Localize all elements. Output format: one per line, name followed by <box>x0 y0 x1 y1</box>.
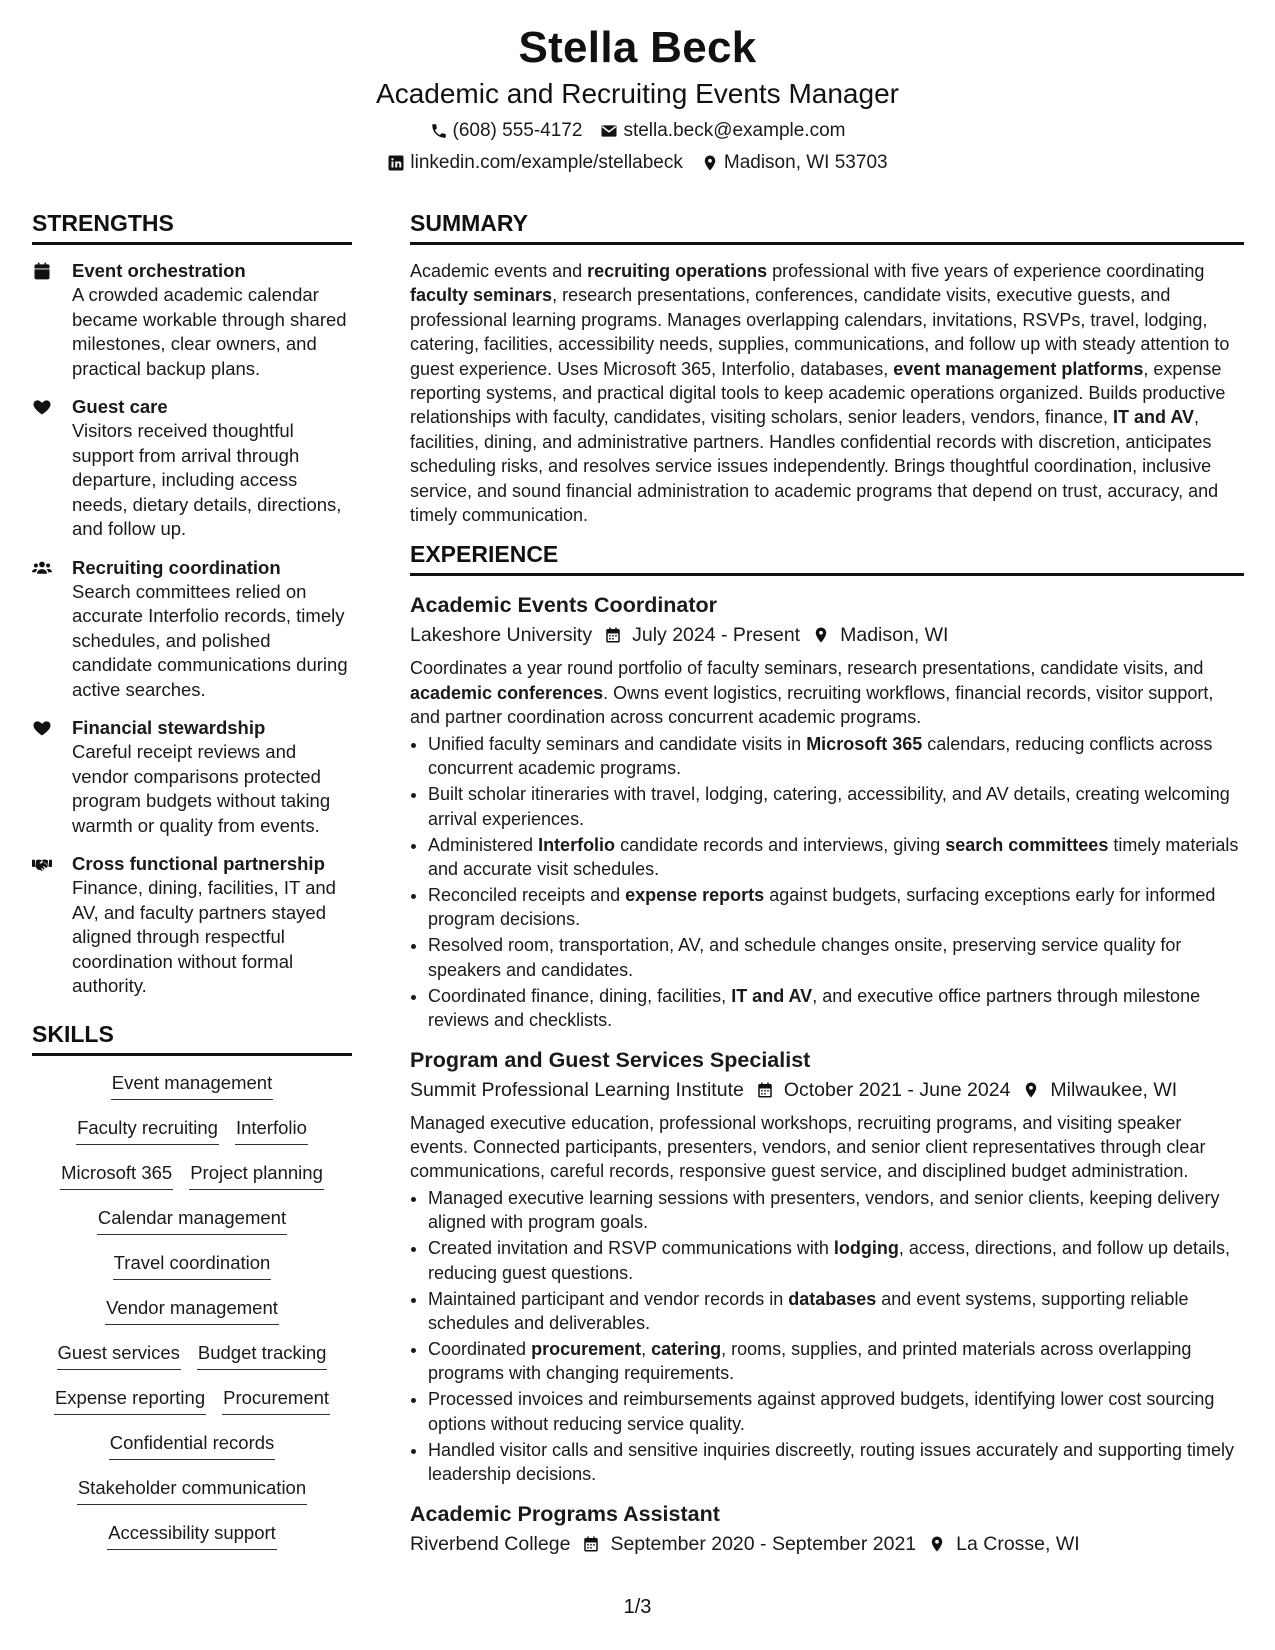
contact-line-1 <box>0 118 1275 144</box>
email-text: stella.beck@example.com <box>623 120 846 141</box>
text-run: Administered <box>428 834 539 855</box>
job-dates: July 2024 - Present <box>632 624 801 647</box>
users-icon <box>32 558 52 578</box>
bold-text: faculty seminars <box>410 285 553 306</box>
job-bullets <box>410 732 1244 1033</box>
calendar-icon <box>604 626 622 644</box>
strength-desc: Visitors received thoughtful support from arrival through departure, including access needs, dietary details, directions, and follow up. <box>72 420 342 539</box>
skill-tag: Interfolio <box>235 1115 308 1145</box>
summary-heading: SUMMARY <box>410 208 1244 245</box>
job-organization: Riverbend College <box>410 1532 571 1555</box>
bold-text: lodging <box>833 1238 899 1259</box>
text-run: Coordinated <box>428 1338 532 1359</box>
text-run: Created invitation and RSVP communications with <box>428 1238 834 1259</box>
skill-row <box>32 1385 352 1417</box>
map-pin-icon <box>928 1535 946 1553</box>
strength-title: Guest care <box>72 396 168 417</box>
strength-icon-wrap <box>32 259 72 381</box>
job-title: Program and Guest Services Specialist <box>410 1047 811 1072</box>
contact-email[interactable] <box>600 118 845 144</box>
bullet-item <box>428 1337 1244 1386</box>
strengths-heading: STRENGTHS <box>32 208 352 245</box>
text-run: against budgets, surfacing exceptions early for informed program decisions. <box>428 884 1216 930</box>
phone-icon <box>430 122 448 140</box>
job-location: Madison, WI <box>840 624 949 647</box>
skill-row <box>32 1430 352 1462</box>
strength-body <box>72 556 352 703</box>
text-run: Coordinated finance, dining, facilities, <box>428 985 732 1006</box>
map-pin-icon-wrap <box>812 626 830 644</box>
text-run: , facilities, dining, and administrative partners. Handles confidential records with discretion, anticipates scheduling risks, and resolves service issues independently. Brings thoughtful coordination, inclusive service, and sound financial administration to academic programs that depend on trust, accuracy, and timely communication. <box>410 407 1219 526</box>
skill-tag: Stakeholder communication <box>77 1475 307 1505</box>
strength-title: Financial stewardship <box>72 717 266 738</box>
map-pin-icon-wrap <box>928 1535 946 1553</box>
strength-desc: Careful receipt reviews and vendor comparisons protected program budgets without taking warmth or quality from events. <box>72 741 331 836</box>
text-run: Maintained participant and vendor records in <box>428 1288 789 1309</box>
skill-tag: Budget tracking <box>197 1340 328 1370</box>
strength-title: Cross functional partnership <box>72 853 325 874</box>
text-run: , rooms, supplies, and printed materials across overlapping programs with changing requirements. <box>428 1338 1192 1384</box>
bullet-item <box>428 1186 1244 1235</box>
text-run: Coordinates a year round portfolio of faculty seminars, research presentations, candidate visits, and <box>410 658 1204 679</box>
page-number: 1/3 <box>623 1596 652 1618</box>
job-role: Academic and Recruiting Events Manager <box>376 78 899 109</box>
skill-row <box>32 1250 352 1282</box>
text-run: and event systems, supporting reliable schedules and deliverables. <box>428 1288 1189 1333</box>
skill-tag: Guest services <box>57 1340 181 1370</box>
text-run: , research presentations, conferences, candidate visits, executive guests, and professional learning programs. Manages overlapping calendars, invitations, RSVPs, travel, lodging, catering, facilities, accessibility needs, supplies, communications, and follow up with steady attention to guest experience. Uses Microsoft 365, Interfolio, databases, <box>410 285 1230 379</box>
bullet-item <box>428 782 1244 831</box>
contact-line-2 <box>0 150 1275 176</box>
strength-desc: Search committees relied on accurate Interfolio records, timely schedules, and polished candidate communications during active searches. <box>72 580 348 700</box>
bold-text: expense reports <box>625 884 765 905</box>
map-pin-icon-wrap <box>1022 1081 1040 1099</box>
location-text: Madison, WI 53703 <box>723 152 888 173</box>
text-run: Unified faculty seminars and candidate visits in <box>428 733 807 754</box>
job-organization: Lakeshore University <box>410 624 593 647</box>
strength-item <box>32 259 352 381</box>
strength-item <box>32 556 352 703</box>
bullet-item <box>428 1387 1244 1436</box>
bold-text: academic conferences <box>410 682 604 703</box>
bullet-item <box>428 933 1244 982</box>
strength-icon-wrap <box>32 716 72 838</box>
skill-tag: Faculty recruiting <box>76 1115 219 1145</box>
heart-icon <box>32 718 52 738</box>
strength-desc: Finance, dining, facilities, IT and AV, and faculty partners stayed aligned through respectful coordination without formal authority. <box>72 877 336 996</box>
bold-text: catering <box>651 1338 722 1359</box>
bullet-item <box>428 984 1244 1033</box>
strength-body <box>72 395 352 542</box>
strength-body <box>72 259 352 381</box>
strength-title: Event orchestration <box>72 260 246 281</box>
bullet-item <box>428 1287 1244 1336</box>
calendar-icon <box>32 261 52 281</box>
strength-icon-wrap <box>32 852 72 999</box>
skill-tag: Confidential records <box>109 1430 276 1460</box>
summary-text <box>410 259 1244 527</box>
right-column <box>410 208 1244 1571</box>
job-meta <box>410 1075 1244 1105</box>
strength-icon-wrap <box>32 395 72 542</box>
job-entry <box>410 590 1244 1032</box>
bold-text: databases <box>788 1288 877 1309</box>
job-title: Academic Programs Assistant <box>410 1501 720 1526</box>
contact-linkedin[interactable] <box>387 150 682 176</box>
bold-text: Interfolio <box>538 834 616 855</box>
bold-text: search committees <box>945 834 1109 855</box>
linkedin-text: linkedin.com/example/stellabeck <box>410 152 683 173</box>
skill-row <box>32 1295 352 1327</box>
text-run: timely materials and accurate visit schedules. <box>428 834 1239 879</box>
job-title: Academic Events Coordinator <box>410 593 718 618</box>
job-meta <box>410 620 1244 650</box>
text-run: Handled visitor calls and sensitive inquiries discreetly, routing issues accurately and supporting timely leadership decisions. <box>428 1439 1235 1485</box>
job-meta <box>410 1529 1244 1559</box>
text-run: candidate records and interviews, giving <box>615 834 946 855</box>
skill-row <box>32 1115 352 1147</box>
strength-item <box>32 852 352 999</box>
text-run: , expense reporting systems, and practical digital tools to keep academic operations organized. Builds productive relationships with faculty, candidates, visiting scholars, senior leaders, vendors, finance, <box>410 358 1226 428</box>
text-run: Resolved room, transportation, AV, and schedule changes onsite, preserving service quality for speakers and candidates. <box>428 935 1182 980</box>
map-pin-icon <box>812 626 830 644</box>
map-pin-icon <box>1022 1081 1040 1099</box>
person-name: Stella Beck <box>518 23 757 72</box>
bold-text: event management platforms <box>893 358 1144 379</box>
text-run: , and executive office partners through milestone reviews and checklists. <box>428 985 1201 1031</box>
skill-row <box>32 1520 352 1552</box>
strength-item <box>32 716 352 838</box>
skill-tag: Accessibility support <box>107 1520 277 1550</box>
text-run: calendars, reducing conflicts across concurrent academic programs. <box>428 733 1213 779</box>
job-dates: October 2021 - June 2024 <box>783 1078 1011 1101</box>
job-bullets <box>410 1186 1244 1487</box>
text-run: Built scholar itineraries with travel, lodging, catering, accessibility, and AV details, creating welcoming arrival experiences. <box>428 784 1230 829</box>
skill-tag: Microsoft 365 <box>60 1160 173 1190</box>
strength-title: Recruiting coordination <box>72 556 281 578</box>
skill-tag: Vendor management <box>105 1295 279 1325</box>
text-run: Processed invoices and reimbursements against approved budgets, identifying lower cost sourcing options without reducing service quality. <box>428 1389 1215 1434</box>
skills-heading: SKILLS <box>32 1019 352 1056</box>
job-organization: Summit Professional Learning Institute <box>410 1078 744 1101</box>
envelope-icon <box>600 122 618 140</box>
bold-text: procurement <box>531 1338 642 1359</box>
text-run: Managed executive education, professional workshops, recruiting programs, and visiting speaker events. Connected participants, presenters, vendors, and senior client representatives through clear communications, careful records, responsive guest service, and disciplined budget administration. <box>410 1112 1206 1182</box>
job-entry <box>410 1045 1244 1487</box>
skill-tag: Travel coordination <box>113 1250 272 1280</box>
job-description <box>410 656 1244 729</box>
linkedin-icon <box>387 154 405 172</box>
bullet-item <box>428 1236 1244 1285</box>
calendar-icon-wrap <box>582 1535 600 1553</box>
bold-text: IT and AV <box>731 985 813 1006</box>
bullet-item <box>428 833 1244 882</box>
text-run: Academic events and <box>410 261 588 281</box>
calendar-icon <box>756 1081 774 1099</box>
skill-row <box>32 1340 352 1372</box>
text-run: , <box>641 1338 652 1359</box>
text-run: Reconciled receipts and <box>428 884 626 905</box>
text-run: professional with five years of experience coordinating <box>767 261 1205 281</box>
bold-text: Microsoft 365 <box>806 733 923 754</box>
map-pin-icon <box>701 154 719 172</box>
handshake-icon <box>32 854 52 874</box>
strengths-list <box>32 259 352 999</box>
bullet-item <box>428 732 1244 781</box>
skill-tag: Calendar management <box>97 1205 287 1235</box>
skill-tag: Event management <box>111 1070 273 1100</box>
heart-icon <box>32 397 52 417</box>
calendar-icon <box>582 1535 600 1553</box>
job-location: Milwaukee, WI <box>1050 1078 1178 1101</box>
text-run: , access, directions, and follow up details, reducing guest questions. <box>428 1238 1231 1283</box>
calendar-icon-wrap <box>756 1081 774 1099</box>
strength-icon-wrap <box>32 556 72 703</box>
skill-row <box>32 1070 352 1102</box>
left-column <box>32 208 352 1565</box>
bold-text: recruiting operations <box>587 261 768 281</box>
skill-tag: Expense reporting <box>54 1385 206 1415</box>
strength-item <box>32 395 352 542</box>
text-run: . Owns event logistics, recruiting workflows, financial records, visitor support, and partner coordination across concurrent academic programs. <box>410 682 1214 728</box>
experience-list <box>410 590 1244 1558</box>
strength-desc: A crowded academic calendar became workable through shared milestones, clear owners, and practical backup plans. <box>72 284 347 379</box>
skill-row <box>32 1205 352 1237</box>
skill-tag: Procurement <box>222 1385 330 1415</box>
job-description <box>410 1111 1244 1184</box>
bold-text: IT and AV <box>1113 407 1195 428</box>
calendar-icon-wrap <box>604 626 622 644</box>
skill-row <box>32 1475 352 1507</box>
contact-location <box>701 150 888 176</box>
text-run: Managed executive learning sessions with presenters, vendors, and senior clients, keeping delivery aligned with program goals. <box>428 1187 1220 1233</box>
strength-body <box>72 852 352 999</box>
phone-text: (608) 555-4172 <box>452 120 583 141</box>
skill-row <box>32 1160 352 1192</box>
job-dates: September 2020 - September 2021 <box>610 1532 917 1555</box>
skills-list <box>32 1070 352 1552</box>
job-entry <box>410 1499 1244 1559</box>
bullet-item <box>428 883 1244 932</box>
experience-heading: EXPERIENCE <box>410 539 1244 576</box>
skill-tag: Project planning <box>189 1160 324 1190</box>
contact-phone[interactable] <box>430 118 583 144</box>
bullet-item <box>428 1438 1244 1487</box>
strength-body <box>72 716 352 838</box>
resume-header <box>0 22 1275 176</box>
job-location: La Crosse, WI <box>956 1532 1080 1555</box>
